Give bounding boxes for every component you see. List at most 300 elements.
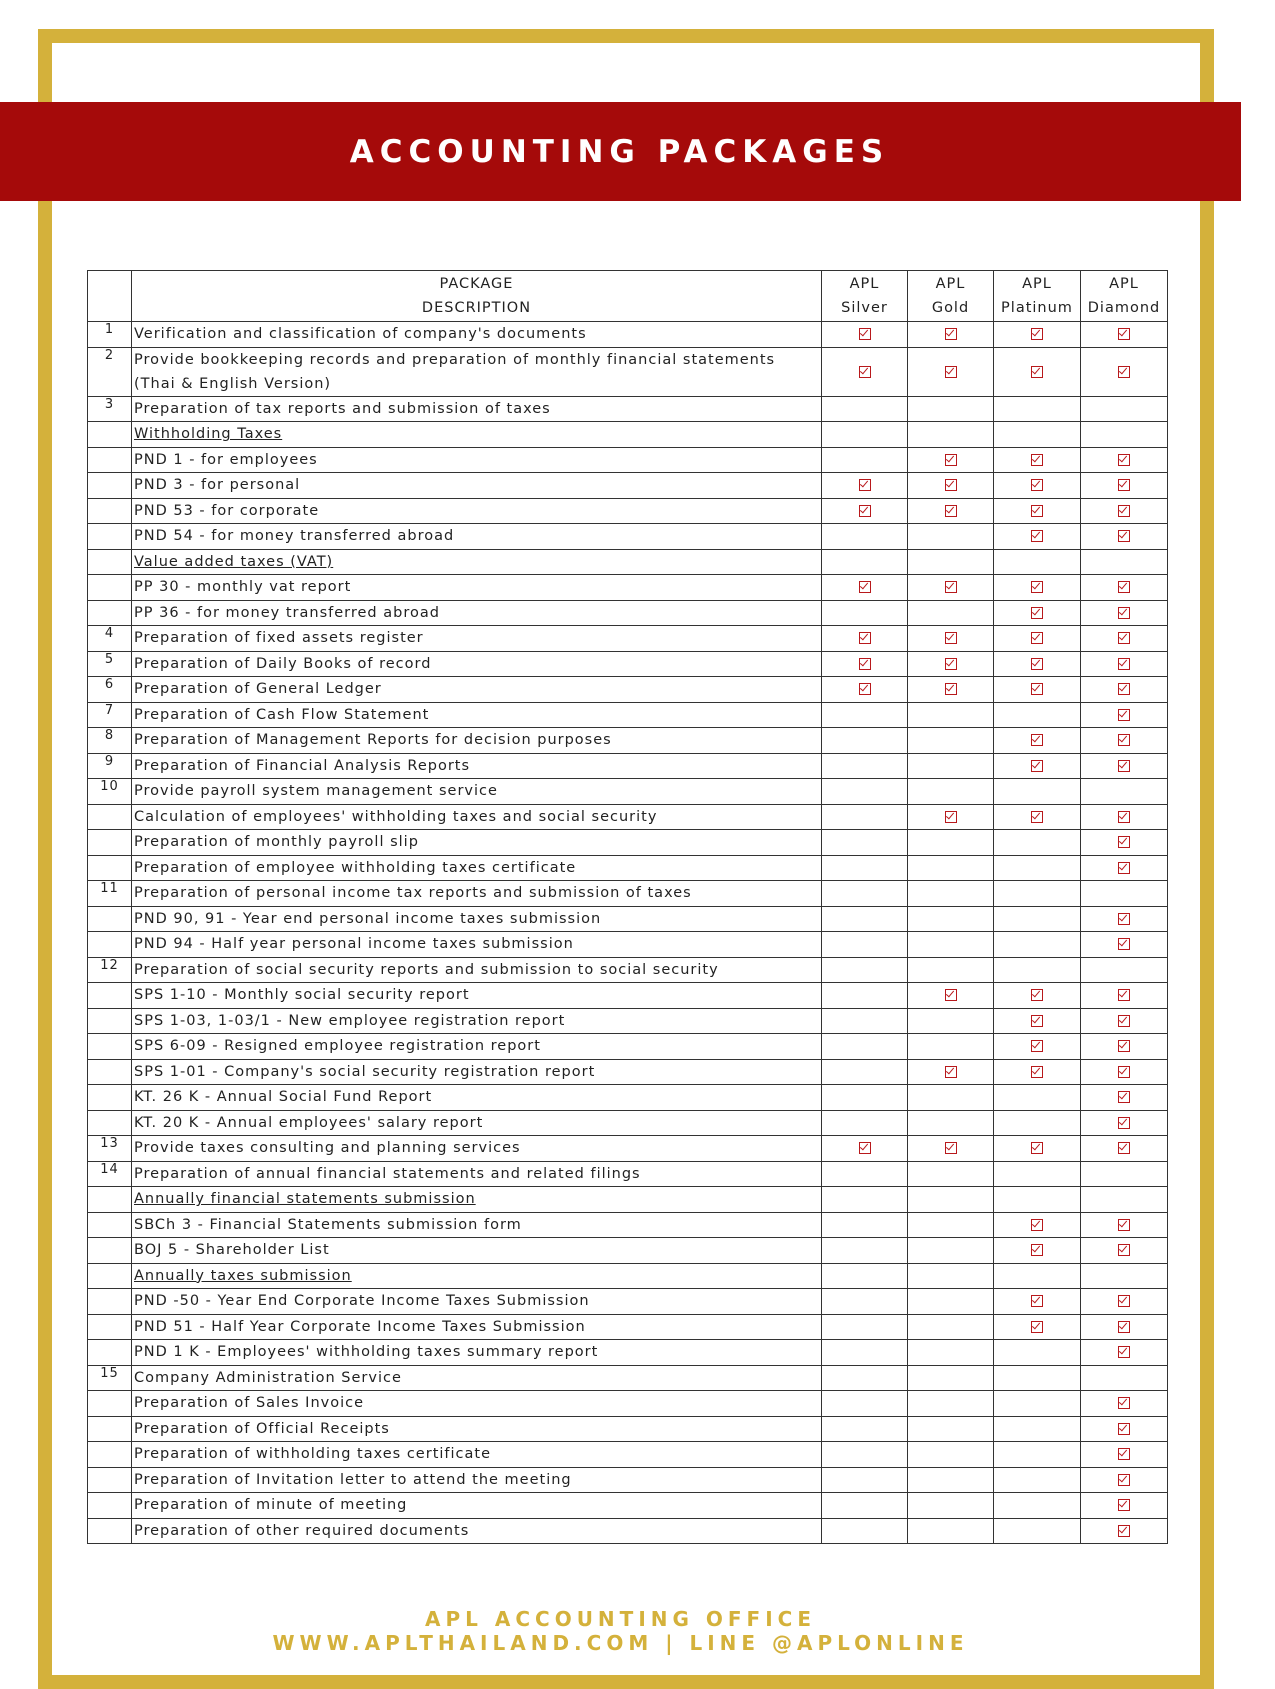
checkbox-checked-icon [1031,811,1043,823]
row-number [88,983,132,1009]
diamond-cell [1081,1289,1168,1315]
checkbox-checked-icon [1118,683,1130,695]
table-row [88,422,1168,448]
row-description [132,881,822,907]
row-description [132,804,822,830]
table-header-row [88,271,1168,322]
table-row [88,600,1168,626]
row-description [132,498,822,524]
silver-cell [822,524,908,550]
row-number [88,855,132,881]
row-description [132,932,822,958]
checkbox-checked-icon [859,581,871,593]
row-description [132,1263,822,1289]
checkbox-checked-icon [1031,479,1043,491]
row-description [132,626,822,652]
silver-cell [822,1340,908,1366]
table-row [88,524,1168,550]
row-description-text: SPS 1-10 - Monthly social security report [134,987,470,1004]
row-description [132,702,822,728]
checkbox-checked-icon [1118,1040,1130,1052]
diamond-cell [1081,1314,1168,1340]
checkbox-checked-icon [1118,454,1130,466]
checkbox-checked-icon [945,454,957,466]
silver-cell [822,1034,908,1060]
silver-cell [822,1365,908,1391]
checkbox-checked-icon [1031,1066,1043,1078]
row-description [132,983,822,1009]
row-description-text: Provide taxes consulting and planning services [134,1140,521,1157]
checkbox-checked-icon [859,366,871,378]
platinum-cell [994,498,1081,524]
gold-cell [908,396,994,422]
platinum-cell [994,1365,1081,1391]
row-number [88,498,132,524]
table-row [88,575,1168,601]
platinum-header-line1: APL [1022,276,1052,292]
row-description [132,1034,822,1060]
checkbox-checked-icon [1031,607,1043,619]
row-description-text: Preparation of minute of meeting [134,1497,408,1514]
platinum-cell [994,702,1081,728]
platinum-cell [994,753,1081,779]
diamond-cell [1081,753,1168,779]
checkbox-checked-icon [1118,1448,1130,1460]
gold-cell [908,626,994,652]
row-description-text: Verification and classification of company's documents [134,326,587,343]
silver-cell [822,1263,908,1289]
checkbox-checked-icon [1118,1295,1130,1307]
diamond-cell [1081,830,1168,856]
gold-cell [908,1136,994,1162]
diamond-cell [1081,881,1168,907]
silver-cell [822,1467,908,1493]
row-description-text: Preparation of tax reports and submission of taxes [134,400,551,417]
platinum-cell [994,549,1081,575]
gold-cell [908,1289,994,1315]
packages-table [87,270,1168,1544]
platinum-cell [994,1085,1081,1111]
checkbox-checked-icon [1118,607,1130,619]
checkbox-checked-icon [1118,913,1130,925]
gold-cell [908,524,994,550]
table-row [88,728,1168,754]
gold-cell [908,702,994,728]
diamond-cell [1081,575,1168,601]
platinum-cell [994,1110,1081,1136]
gold-cell [908,855,994,881]
diamond-cell [1081,728,1168,754]
diamond-cell [1081,422,1168,448]
checkbox-checked-icon [859,632,871,644]
row-number [88,1059,132,1085]
diamond-cell [1081,498,1168,524]
row-description-text: Preparation of Daily Books of record [134,655,432,672]
checkbox-checked-icon [1031,989,1043,1001]
gold-cell [908,1365,994,1391]
table-row [88,498,1168,524]
silver-cell [822,1518,908,1544]
platinum-cell [994,855,1081,881]
gold-header-line1: APL [935,276,966,292]
row-description [132,1442,822,1468]
checkbox-checked-icon [1118,658,1130,670]
table-row [88,804,1168,830]
row-number [88,575,132,601]
row-description [132,422,822,448]
gold-cell [908,1110,994,1136]
platinum-cell [994,1136,1081,1162]
diamond-cell [1081,1085,1168,1111]
table-body [88,322,1168,1544]
table-row [88,906,1168,932]
checkbox-checked-icon [1031,328,1043,340]
diamond-cell [1081,906,1168,932]
row-description [132,677,822,703]
checkbox-checked-icon [1118,734,1130,746]
diamond-cell [1081,957,1168,983]
silver-cell [822,1442,908,1468]
checkbox-checked-icon [1031,1142,1043,1154]
row-description-text: SPS 6-09 - Resigned employee registration report [134,1038,541,1055]
row-number: 14 [88,1161,132,1187]
checkbox-checked-icon [1031,1295,1043,1307]
checkbox-checked-icon [1118,1474,1130,1486]
row-number [88,600,132,626]
row-number [88,1493,132,1519]
row-description-text: Preparation of other required documents [134,1522,470,1539]
row-description-text: Preparation of annual financial statements and related filings [134,1165,641,1182]
table-row [88,1110,1168,1136]
checkbox-checked-icon [1031,658,1043,670]
checkbox-checked-icon [1118,1142,1130,1154]
platinum-cell [994,1212,1081,1238]
diamond-cell [1081,600,1168,626]
row-description-text: Preparation of Cash Flow Statement [134,706,430,723]
diamond-cell [1081,779,1168,805]
checkbox-checked-icon [1118,505,1130,517]
platinum-cell [994,651,1081,677]
row-description-text: Preparation of Sales Invoice [134,1395,365,1412]
checkbox-checked-icon [1031,530,1043,542]
platinum-cell [994,1467,1081,1493]
row-description-text: Annually financial statements submission [134,1191,476,1208]
silver-cell [822,422,908,448]
row-number [88,804,132,830]
platinum-cell [994,1416,1081,1442]
table-row [88,1238,1168,1264]
row-description-text: SPS 1-01 - Company's social security registration report [134,1063,596,1080]
diamond-cell [1081,1340,1168,1366]
checkbox-checked-icon [1118,1346,1130,1358]
diamond-cell [1081,702,1168,728]
gold-cell [908,1416,994,1442]
row-number [88,422,132,448]
row-description [132,347,822,396]
gold-cell [908,1212,994,1238]
checkbox-checked-icon [1118,1066,1130,1078]
checkbox-checked-icon [1118,989,1130,1001]
row-description [132,753,822,779]
row-number [88,906,132,932]
platinum-cell [994,728,1081,754]
row-description-text: Preparation of monthly payroll slip [134,834,419,851]
row-description [132,855,822,881]
silver-cell [822,728,908,754]
silver-cell [822,1110,908,1136]
row-description-text: Preparation of General Ledger [134,681,382,698]
platinum-cell [994,473,1081,499]
silver-cell [822,347,908,396]
checkbox-checked-icon [1031,366,1043,378]
diamond-cell [1081,347,1168,396]
checkbox-checked-icon [1031,1040,1043,1052]
table-row [88,753,1168,779]
checkbox-checked-icon [1031,734,1043,746]
silver-cell [822,932,908,958]
row-description [132,473,822,499]
silver-cell [822,1391,908,1417]
platinum-cell [994,1391,1081,1417]
platinum-header [994,271,1081,322]
row-number [88,1263,132,1289]
checkbox-checked-icon [859,505,871,517]
checkbox-checked-icon [945,658,957,670]
package-header-line2: DESCRIPTION [421,300,532,316]
checkbox-checked-icon [859,479,871,491]
row-description [132,396,822,422]
diamond-cell [1081,1263,1168,1289]
gold-cell [908,830,994,856]
row-description [132,1136,822,1162]
row-number: 6 [88,677,132,703]
row-number: 7 [88,702,132,728]
diamond-cell [1081,651,1168,677]
footer-contact: WWW.APLTHAILAND.COM | LINE @APLONLINE [272,1631,969,1655]
platinum-cell [994,830,1081,856]
checkbox-checked-icon [1031,581,1043,593]
silver-cell [822,1187,908,1213]
checkbox-checked-icon [945,1066,957,1078]
diamond-cell [1081,1008,1168,1034]
row-description [132,906,822,932]
platinum-header-line2: Platinum [1001,300,1073,316]
table-row [88,322,1168,348]
gold-header-line2: Gold [931,300,970,316]
table-row [88,881,1168,907]
diamond-cell [1081,549,1168,575]
row-description [132,1008,822,1034]
silver-cell [822,906,908,932]
checkbox-checked-icon [945,811,957,823]
row-number [88,932,132,958]
diamond-cell [1081,1493,1168,1519]
row-description-text: PND 51 - Half Year Corporate Income Taxes Submission [134,1318,586,1335]
checkbox-checked-icon [945,505,957,517]
diamond-cell [1081,1161,1168,1187]
gold-cell [908,1442,994,1468]
silver-cell [822,473,908,499]
row-description [132,1391,822,1417]
checkbox-checked-icon [1118,1321,1130,1333]
platinum-cell [994,983,1081,1009]
row-number [88,473,132,499]
package-header-line1: PACKAGE [439,276,514,292]
platinum-cell [994,881,1081,907]
silver-cell [822,1136,908,1162]
table-row [88,830,1168,856]
silver-cell [822,983,908,1009]
row-number: 3 [88,396,132,422]
row-number [88,1238,132,1264]
gold-cell [908,422,994,448]
row-number: 13 [88,1136,132,1162]
footer-office-name: APL ACCOUNTING OFFICE [425,1607,816,1631]
gold-cell [908,932,994,958]
checkbox-checked-icon [945,632,957,644]
table-row [88,1289,1168,1315]
checkbox-checked-icon [1118,1525,1130,1537]
row-description-text: Calculation of employees' withholding taxes and social security [134,808,658,825]
row-description [132,1493,822,1519]
table-row [88,626,1168,652]
platinum-cell [994,524,1081,550]
silver-header-line2: Silver [841,300,888,316]
diamond-cell [1081,1238,1168,1264]
platinum-cell [994,422,1081,448]
platinum-cell [994,677,1081,703]
diamond-cell [1081,322,1168,348]
row-description [132,1212,822,1238]
gold-cell [908,1518,994,1544]
platinum-cell [994,1161,1081,1187]
table-row [88,1136,1168,1162]
table-row [88,1263,1168,1289]
row-description-text: Company Administration Service [134,1369,402,1386]
row-number: 11 [88,881,132,907]
diamond-cell [1081,677,1168,703]
checkbox-checked-icon [1031,760,1043,772]
diamond-cell [1081,524,1168,550]
row-description [132,1059,822,1085]
silver-cell [822,881,908,907]
gold-cell [908,728,994,754]
diamond-cell [1081,473,1168,499]
silver-cell [822,1008,908,1034]
row-description-text: Preparation of Invitation letter to attend the meeting [134,1471,572,1488]
row-description [132,1238,822,1264]
platinum-cell [994,1442,1081,1468]
gold-cell [908,779,994,805]
gold-cell [908,677,994,703]
checkbox-checked-icon [859,1142,871,1154]
platinum-cell [994,1289,1081,1315]
silver-cell [822,1314,908,1340]
platinum-cell [994,600,1081,626]
checkbox-checked-icon [1118,581,1130,593]
gold-cell [908,600,994,626]
row-number: 10 [88,779,132,805]
table-row [88,1442,1168,1468]
row-number [88,1391,132,1417]
silver-cell [822,677,908,703]
silver-cell [822,498,908,524]
gold-cell [908,1391,994,1417]
checkbox-checked-icon [1118,836,1130,848]
row-number [88,1416,132,1442]
row-description [132,447,822,473]
silver-header-line1: APL [849,276,880,292]
diamond-cell [1081,1442,1168,1468]
row-description [132,728,822,754]
silver-cell [822,1289,908,1315]
silver-cell [822,1212,908,1238]
table-row [88,1340,1168,1366]
page-title: ACCOUNTING PACKAGES [349,133,890,170]
silver-cell [822,651,908,677]
gold-cell [908,804,994,830]
silver-cell [822,1238,908,1264]
table-row [88,651,1168,677]
platinum-cell [994,906,1081,932]
checkbox-checked-icon [1118,1015,1130,1027]
table-row [88,957,1168,983]
checkbox-checked-icon [945,581,957,593]
table-row [88,1034,1168,1060]
diamond-header-line1: APL [1109,276,1139,292]
diamond-cell [1081,1391,1168,1417]
silver-cell [822,779,908,805]
row-description-text: SPS 1-03, 1-03/1 - New employee registration report [134,1012,566,1029]
gold-cell [908,575,994,601]
table-row [88,1365,1168,1391]
silver-cell [822,753,908,779]
checkbox-checked-icon [1118,366,1130,378]
diamond-cell [1081,626,1168,652]
gold-cell [908,881,994,907]
platinum-cell [994,1493,1081,1519]
diamond-cell [1081,983,1168,1009]
silver-cell [822,702,908,728]
diamond-header-line2: Diamond [1087,300,1161,316]
row-description [132,779,822,805]
silver-cell [822,804,908,830]
row-description [132,600,822,626]
platinum-cell [994,322,1081,348]
table-row [88,702,1168,728]
gold-cell [908,1008,994,1034]
row-description [132,957,822,983]
row-description [132,549,822,575]
checkbox-checked-icon [1118,1117,1130,1129]
diamond-cell [1081,1110,1168,1136]
platinum-cell [994,1187,1081,1213]
row-description [132,1187,822,1213]
checkbox-checked-icon [1118,1219,1130,1231]
checkbox-checked-icon [859,328,871,340]
checkbox-checked-icon [1118,1423,1130,1435]
gold-cell [908,1034,994,1060]
checkbox-checked-icon [1031,683,1043,695]
table-row [88,1518,1168,1544]
diamond-cell [1081,855,1168,881]
table-row [88,1416,1168,1442]
checkbox-checked-icon [1118,1499,1130,1511]
row-number [88,1340,132,1366]
gold-cell [908,1340,994,1366]
table-row [88,473,1168,499]
row-number [88,1187,132,1213]
